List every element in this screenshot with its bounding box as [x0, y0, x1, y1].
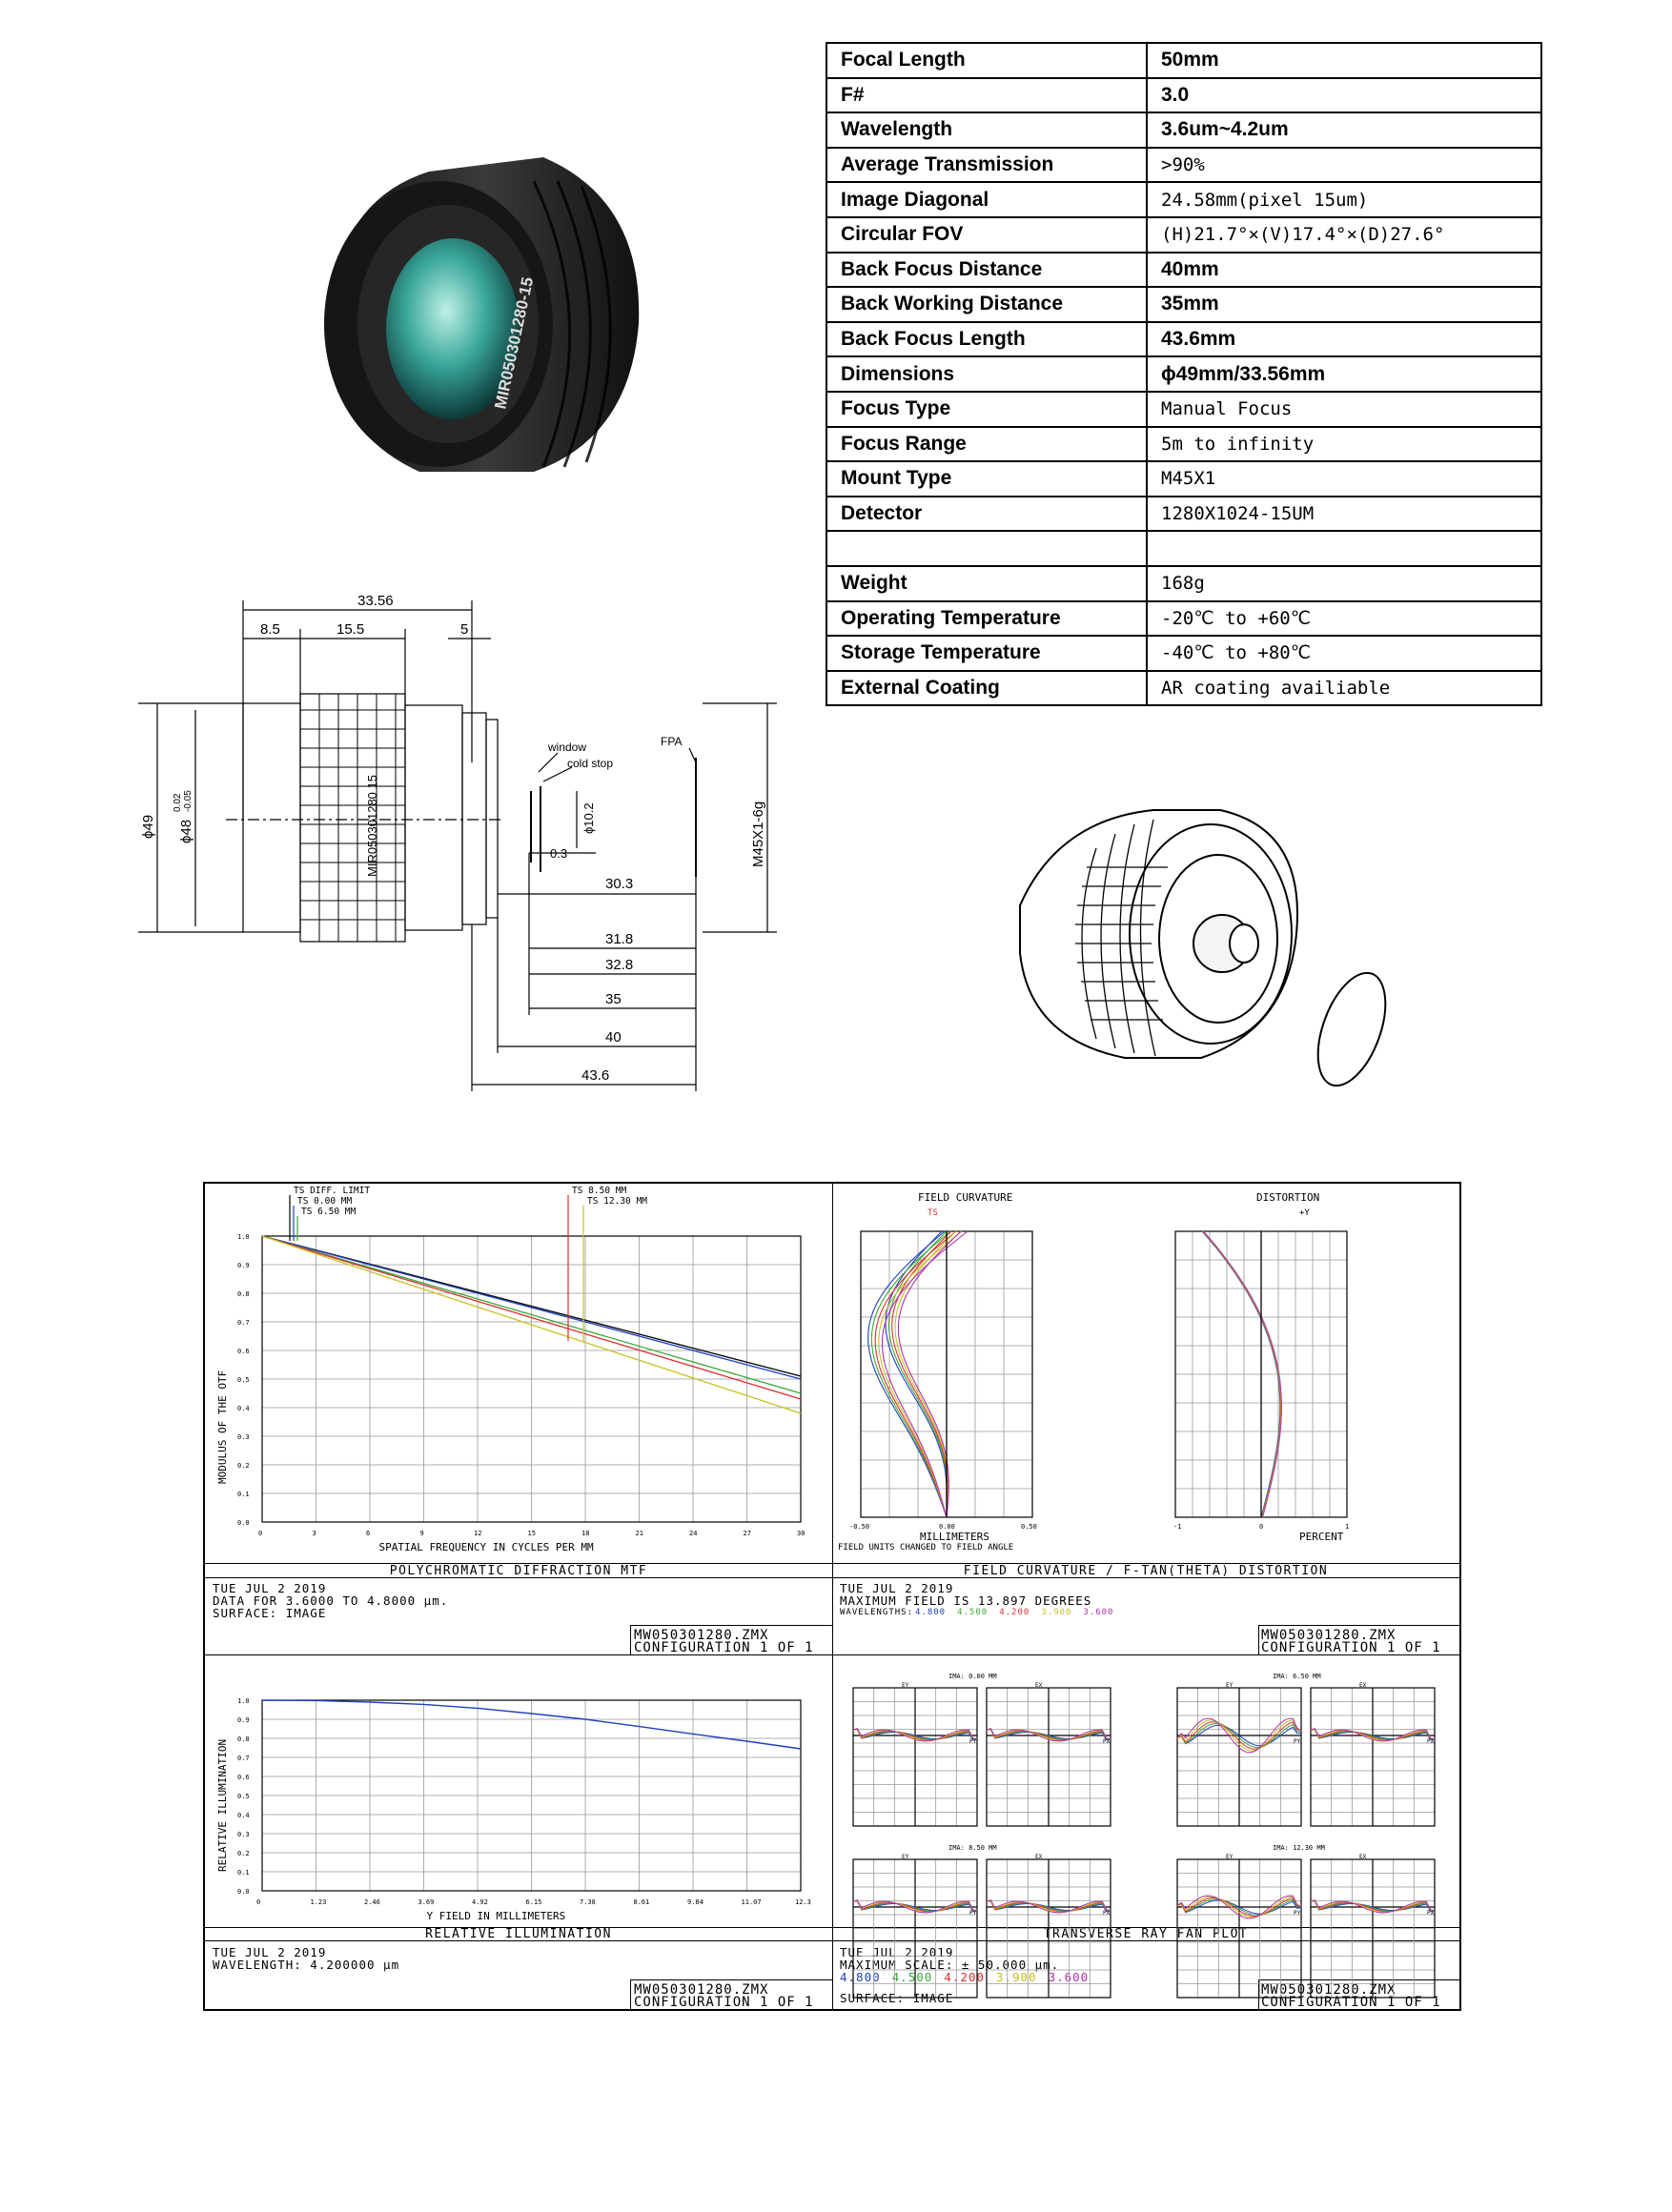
spec-row [826, 461, 1541, 497]
rayfan-title: IMA: 8.50 MM [948, 1844, 997, 1852]
dim-thread: M45X1-6g [750, 801, 766, 867]
dim-tol-lower: -0.05 [183, 790, 194, 812]
rayfan-axis-label: EX [1035, 1682, 1043, 1689]
illum-ytick: 0.8 [237, 1735, 250, 1743]
mtf-ytick: 0.0 [237, 1519, 250, 1527]
mtf-ytick: 1.0 [237, 1233, 250, 1241]
mtf-legend-label: TS 12.30 MM [587, 1196, 647, 1207]
rayfan-axis-label: EY [1226, 1682, 1234, 1689]
dist-tick: 0 [1259, 1523, 1264, 1531]
mtf-ytick: 0.2 [237, 1462, 250, 1470]
spec-label: F# [826, 78, 1147, 113]
illum-xtick: 9.84 [687, 1898, 703, 1906]
mtf-xtick: 6 [366, 1530, 371, 1537]
spec-row [826, 148, 1541, 183]
lens-photo [315, 143, 658, 486]
spec-label: Focal Length [826, 43, 1147, 78]
wavelength-1: 4.500 [891, 1970, 933, 1984]
rayfan-surface: SURFACE: IMAGE [840, 1991, 954, 2005]
field-file: MW050301280.ZMX CONFIGURATION 1 OF 1 [1261, 1628, 1441, 1655]
rayfan-title: IMA: 6.50 MM [1273, 1673, 1321, 1680]
fc-title: FIELD CURVATURE [918, 1191, 1013, 1204]
mtf-xtick: 21 [635, 1530, 643, 1537]
illum-xtick: 3.69 [418, 1898, 435, 1906]
spec-label [826, 531, 1147, 566]
rayfan-axis-label: EY [1226, 1854, 1234, 1860]
dim-43-6: 43.6 [581, 1067, 610, 1084]
illum-xtick: 2.46 [364, 1898, 380, 1906]
field-info: TUE JUL 2 2019 MAXIMUM FIELD IS 13.897 DEGREES [840, 1581, 1092, 1608]
label-cold-stop: cold stop [567, 757, 614, 770]
spec-row [826, 287, 1541, 322]
mtf-file: MW050301280.ZMX CONFIGURATION 1 OF 1 [634, 1628, 814, 1655]
illum-xtick: 0 [256, 1898, 261, 1906]
mtf-xtick: 12 [474, 1530, 482, 1537]
rayfan-title: IMA: 12.30 MM [1273, 1844, 1325, 1852]
mtf-caption: POLYCHROMATIC DIFFRACTION MTF [389, 1564, 648, 1578]
mtf-xtick: 24 [689, 1530, 698, 1537]
dist-title: DISTORTION [1256, 1191, 1320, 1204]
label-window: window [548, 741, 587, 754]
mtf-grid [262, 1236, 801, 1522]
spec-value: 3.6um~4.2um [1147, 112, 1541, 148]
spec-label: Focus Type [826, 392, 1147, 427]
field-wl-label: WAVELENGTHS: [840, 1608, 914, 1617]
mtf-chart [205, 1184, 832, 1563]
wavelength-0: 4.800 [840, 1970, 881, 1984]
dimension-drawing [140, 591, 805, 1153]
illum-ytick: 0.3 [237, 1831, 250, 1838]
dim-length: 33.56 [357, 593, 394, 609]
wavelength-2: 4.200 [944, 1970, 985, 1984]
wavelength-0: 4.800 [915, 1608, 947, 1617]
mtf-xlabel: SPATIAL FREQUENCY IN CYCLES PER MM [378, 1541, 594, 1553]
spec-value: -40℃ to +80℃ [1147, 636, 1541, 671]
illum-ytick: 0.4 [237, 1812, 250, 1819]
rayfan-axis-label: EY [902, 1682, 909, 1689]
rayfan-axis-label: PX [1427, 1738, 1435, 1745]
wavelength-3: 3.900 [1041, 1608, 1072, 1617]
dim-30-3: 30.3 [605, 876, 634, 892]
mtf-xtick: 18 [581, 1530, 590, 1537]
dim-35: 35 [605, 991, 622, 1007]
illum-xtick: 8.61 [633, 1898, 650, 1906]
rayfan-axis-label: PX [1103, 1910, 1111, 1917]
wavelength-2: 4.200 [999, 1608, 1030, 1617]
rayfan-file: MW050301280.ZMX CONFIGURATION 1 OF 1 [1261, 1982, 1441, 2010]
spec-label: Back Working Distance [826, 287, 1147, 322]
fc-tick: -0.50 [849, 1523, 870, 1531]
mtf-ylabel: MODULUS OF THE OTF [216, 1370, 229, 1484]
dim-32-8: 32.8 [605, 957, 634, 973]
drawing-body-text: MIR050301280 15 [365, 775, 379, 877]
spec-label: Wavelength [826, 112, 1147, 148]
spec-label: Image Diagonal [826, 182, 1147, 217]
illum-file: MW050301280.ZMX CONFIGURATION 1 OF 1 [634, 1982, 814, 2010]
dim-0-3: 0.3 [550, 846, 568, 861]
mtf-legend-label: TS 8.50 MM [572, 1186, 627, 1196]
spec-value: M45X1 [1147, 461, 1541, 497]
illum-ytick: 0.9 [237, 1716, 250, 1724]
dim-tol-upper: 0.02 [173, 793, 183, 812]
spec-row [826, 392, 1541, 427]
rayfan-axis-label: PX [1103, 1738, 1111, 1745]
illum-xtick: 1.23 [310, 1898, 327, 1906]
dim-stop-dia: ϕ10.2 [581, 802, 596, 834]
spec-row [826, 217, 1541, 253]
mtf-legend-label: TS DIFF. LIMIT [294, 1186, 371, 1196]
rayfan-axis-label: EY [902, 1854, 909, 1860]
spec-row [826, 78, 1541, 113]
rayfan-info: TUE JUL 2 2019 MAXIMUM SCALE: ± 50.000 µm. [840, 1945, 1060, 1972]
illum-xtick: 6.15 [525, 1898, 542, 1906]
dim-15-5: 15.5 [336, 621, 365, 638]
mtf-legend-label: TS 6.50 MM [301, 1207, 357, 1217]
illum-ytick: 0.6 [237, 1774, 250, 1781]
fc-tick: 0.00 [939, 1523, 955, 1531]
rayfan-axis-label: PY [1294, 1738, 1301, 1745]
spec-label: Back Focus Length [826, 322, 1147, 357]
illum-ytick: 0.0 [237, 1888, 250, 1896]
illumination-chart [205, 1654, 832, 1927]
spec-row [826, 427, 1541, 462]
spec-row [826, 531, 1541, 566]
rayfan-wavelengths [840, 1971, 1100, 1983]
spec-label: Operating Temperature [826, 601, 1147, 637]
spec-table [826, 42, 1542, 706]
spec-row [826, 182, 1541, 217]
field-wavelengths [915, 1607, 1125, 1619]
spec-value: ϕ49mm/33.56mm [1147, 356, 1541, 392]
mtf-ytick: 0.6 [237, 1348, 250, 1355]
mtf-xtick: 30 [797, 1530, 805, 1537]
spec-value: -20℃ to +60℃ [1147, 601, 1541, 637]
illum-xtick: 11.07 [741, 1898, 762, 1906]
spec-row [826, 636, 1541, 671]
mtf-ytick: 0.3 [237, 1433, 250, 1441]
dim-dia-outer: ϕ49 [140, 814, 156, 839]
rayfan-axis-label: EX [1359, 1682, 1367, 1689]
spec-value: 43.6mm [1147, 322, 1541, 357]
rayfan-caption: TRANSVERSE RAY FAN PLOT [1043, 1927, 1249, 1941]
spec-row [826, 356, 1541, 392]
wavelength-3: 3.900 [995, 1970, 1037, 1984]
fc-ts: TS [928, 1208, 938, 1218]
illum-ytick: 1.0 [237, 1697, 250, 1705]
rayfan-axis-label: PY [969, 1738, 977, 1745]
wavelength-4: 3.600 [1083, 1608, 1114, 1617]
mtf-xtick: 15 [527, 1530, 536, 1537]
wavelength-4: 3.600 [1048, 1970, 1090, 1984]
spec-value: 5m to infinity [1147, 427, 1541, 462]
spec-label: Circular FOV [826, 217, 1147, 253]
spec-value: 24.58mm(pixel 15um) [1147, 182, 1541, 217]
spec-row [826, 253, 1541, 288]
mtf-ytick: 0.8 [237, 1290, 250, 1298]
illum-xtick: 7.38 [580, 1898, 596, 1906]
spec-row [826, 601, 1541, 637]
dim-dia-inner: ϕ48 [178, 819, 194, 843]
mtf-xtick: 9 [419, 1530, 424, 1537]
lens-engraving: MIR050301280-15 [491, 275, 538, 411]
spec-label: Weight [826, 566, 1147, 601]
mtf-xtick: 3 [312, 1530, 316, 1537]
spec-label: Focus Range [826, 427, 1147, 462]
wavelength-1: 4.500 [957, 1608, 989, 1617]
illum-xlabel: Y FIELD IN MILLIMETERS [426, 1910, 566, 1922]
spec-label: Detector [826, 497, 1147, 532]
zemax-report [203, 1182, 1461, 2011]
illum-info: TUE JUL 2 2019 WAVELENGTH: 4.200000 µm [213, 1945, 400, 1972]
lens-line-art [1001, 791, 1401, 1106]
spec-value: (H)21.7°×(V)17.4°×(D)27.6° [1147, 217, 1541, 253]
spec-value [1147, 531, 1541, 566]
rayfan-axis-label: EX [1359, 1854, 1367, 1860]
mtf-xtick: 27 [743, 1530, 751, 1537]
rayfan-axis-label: PY [969, 1910, 977, 1917]
field-caption: FIELD CURVATURE / F-TAN(THETA) DISTORTION [963, 1564, 1329, 1578]
spec-row [826, 497, 1541, 532]
illum-grid [262, 1700, 801, 1891]
spec-value: AR coating availiable [1147, 671, 1541, 706]
dist-plus-y: +Y [1299, 1208, 1310, 1218]
label-fpa: FPA [661, 735, 683, 748]
dist-tick: -1 [1173, 1523, 1182, 1531]
dim-8-5: 8.5 [260, 621, 280, 638]
mtf-ytick: 0.9 [237, 1262, 250, 1269]
spec-value: 1280X1024-15UM [1147, 497, 1541, 532]
mtf-ytick: 0.5 [237, 1376, 250, 1384]
illum-ytick: 0.2 [237, 1850, 250, 1857]
illum-ylabel: RELATIVE ILLUMINATION [216, 1738, 229, 1872]
illum-ytick: 0.1 [237, 1869, 250, 1877]
dist-xlabel: PERCENT [1299, 1531, 1344, 1543]
spec-value: Manual Focus [1147, 392, 1541, 427]
spec-row [826, 566, 1541, 601]
spec-row [826, 43, 1541, 78]
mtf-ytick: 0.4 [237, 1405, 250, 1412]
mtf-legend-label: TS 0.00 MM [297, 1196, 353, 1207]
illum-xtick: 12.3 [795, 1898, 811, 1906]
spec-label: Storage Temperature [826, 636, 1147, 671]
spec-label: Back Focus Distance [826, 253, 1147, 288]
illum-ytick: 0.5 [237, 1793, 250, 1800]
rayfan-axis-label: PX [1427, 1910, 1435, 1917]
spec-label: Average Transmission [826, 148, 1147, 183]
dist-tick: 1 [1345, 1523, 1350, 1531]
mtf-xtick: 0 [258, 1530, 263, 1537]
rayfan-axis-label: EX [1035, 1854, 1043, 1860]
spec-row [826, 112, 1541, 148]
spec-value: 3.0 [1147, 78, 1541, 113]
ray-fan-chart [832, 1654, 1459, 1927]
rayfan-title: IMA: 0.00 MM [948, 1673, 997, 1680]
fc-xlabel: MILLIMETERS [920, 1531, 989, 1543]
illum-caption: RELATIVE ILLUMINATION [425, 1927, 612, 1941]
mtf-info: TUE JUL 2 2019 DATA FOR 3.6000 TO 4.8000 µm. SURFACE: IMAGE [213, 1581, 449, 1620]
illum-ytick: 0.7 [237, 1755, 250, 1762]
spec-label: External Coating [826, 671, 1147, 706]
fc-tick: 0.50 [1021, 1523, 1037, 1531]
spec-value: 50mm [1147, 43, 1541, 78]
spec-label: Dimensions [826, 356, 1147, 392]
dim-40: 40 [605, 1029, 622, 1045]
mtf-ytick: 0.1 [237, 1491, 250, 1498]
spec-row [826, 322, 1541, 357]
fc-note: FIELD UNITS CHANGED TO FIELD ANGLE [838, 1543, 1014, 1552]
spec-value: 40mm [1147, 253, 1541, 288]
field-curvature-chart [832, 1184, 1459, 1563]
spec-row [826, 671, 1541, 706]
mtf-ytick: 0.7 [237, 1319, 250, 1327]
spec-value: 35mm [1147, 287, 1541, 322]
spec-value: 168g [1147, 566, 1541, 601]
spec-label: Mount Type [826, 461, 1147, 497]
dim-5: 5 [460, 621, 469, 638]
dim-31-8: 31.8 [605, 931, 634, 947]
rayfan-axis-label: PY [1294, 1910, 1301, 1917]
spec-value: >90% [1147, 148, 1541, 183]
illum-xtick: 4.92 [472, 1898, 488, 1906]
